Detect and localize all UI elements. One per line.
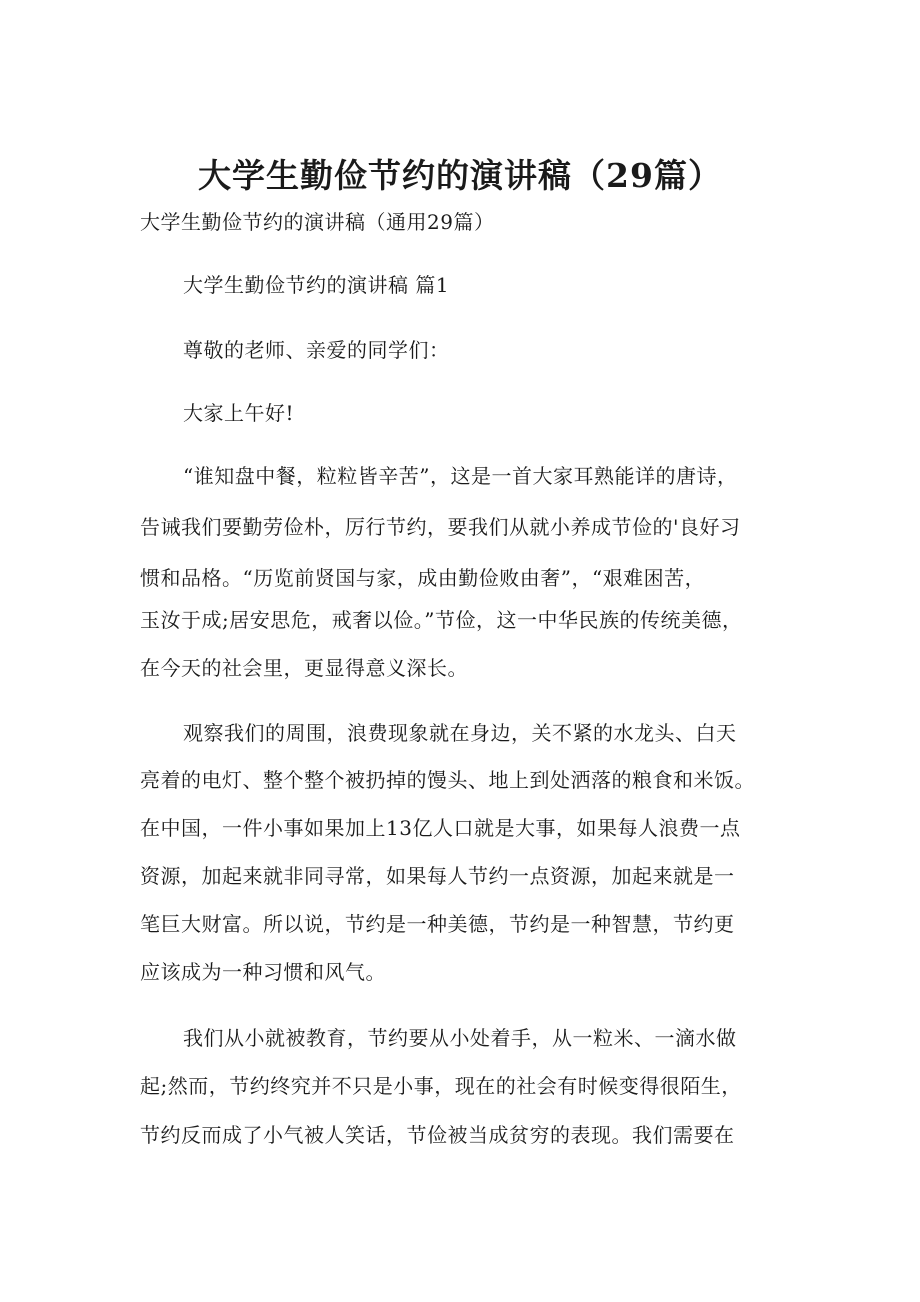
salutation: 尊敬的老师、亲爱的同学们：	[183, 338, 450, 362]
paragraph-1-line-2: 告诫我们要勤劳俭朴，厉行节约，要我们从就小养成节俭的'良好习	[140, 515, 741, 539]
paragraph-1-line-1: “谁知盘中餐，粒粒皆辛苦”，这是一首大家耳熟能详的唐诗，	[183, 464, 738, 488]
document-title: 大学生勤俭节约的演讲稿（29篇）	[198, 156, 722, 195]
paragraph-2-line-2: 亮着的电灯、整个整个被扔掉的馒头、地上到处洒落的粮食和米饭。	[140, 768, 755, 792]
paragraph-3-line-1: 我们从小就被教育，节约要从小处着手，从一粒米、一滴水做	[183, 1026, 737, 1050]
document-subtitle: 大学生勤俭节约的演讲稿（通用29篇）	[140, 210, 495, 234]
paragraph-3-line-2: 起;然而，节约终究并不只是小事，现在的社会有时候变得很陌生，	[140, 1074, 742, 1098]
paragraph-1-line-5: 在今天的社会里，更显得意义深长。	[140, 656, 468, 680]
paragraph-1-line-3: 惯和品格。“历览前贤国与家，成由勤俭败由奢”，“艰难困苦，	[140, 566, 706, 590]
greeting: 大家上午好!	[183, 401, 295, 425]
paragraph-2-line-6: 应该成为一种习惯和风气。	[140, 960, 386, 984]
section-heading: 大学生勤俭节约的演讲稿 篇1	[183, 273, 450, 297]
paragraph-2-line-4: 资源，加起来就非同寻常，如果每人节约一点资源，加起来就是一	[140, 864, 735, 888]
paragraph-2-line-1: 观察我们的周围，浪费现象就在身边，关不紧的水龙头、白天	[183, 721, 737, 745]
paragraph-1-line-4: 玉汝于成;居安思危，戒奢以俭。”节俭，这一中华民族的传统美德，	[140, 608, 743, 632]
paragraph-2-line-5: 笔巨大财富。所以说，节约是一种美德，节约是一种智慧，节约更	[140, 912, 735, 936]
paragraph-2-line-3: 在中国，一件小事如果加上13亿人口就是大事，如果每人浪费一点	[140, 816, 741, 840]
paragraph-3-line-3: 节约反而成了小气被人笑话，节俭被当成贫穷的表现。我们需要在	[140, 1123, 735, 1147]
